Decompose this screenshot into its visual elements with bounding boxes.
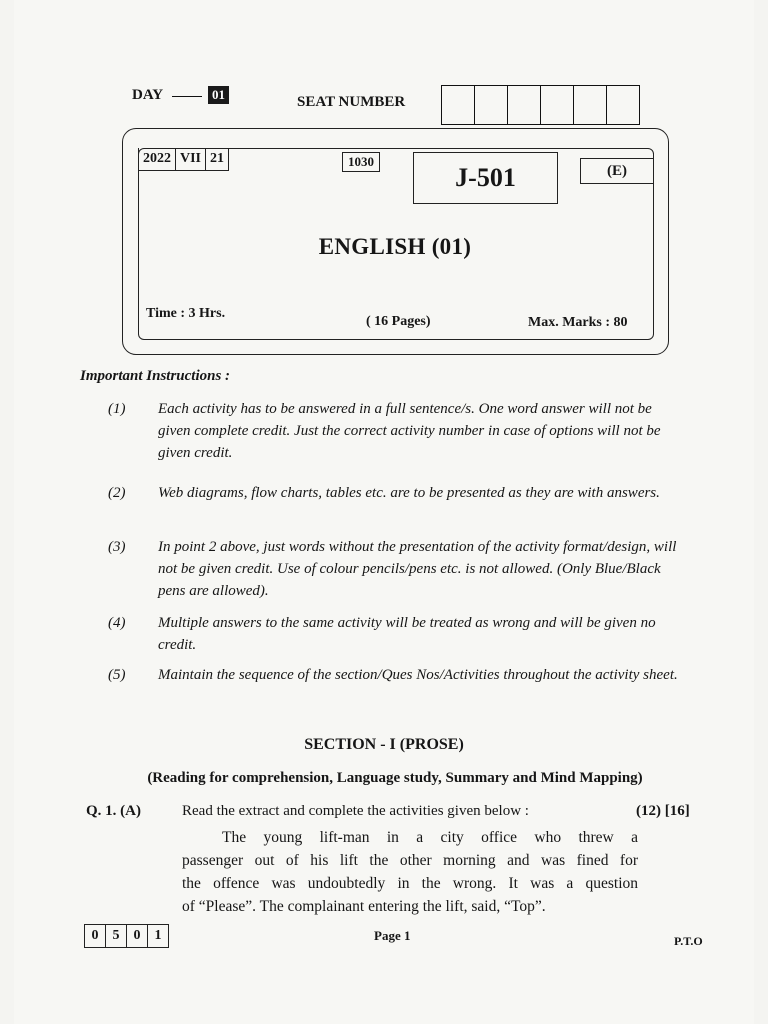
subject-title: ENGLISH (01) xyxy=(318,234,472,259)
question-number: Q. 1. (A) xyxy=(86,803,141,819)
day-label: DAY xyxy=(132,87,164,103)
question-marks: (12) [16] xyxy=(636,803,690,819)
instruction-item xyxy=(108,482,688,504)
footer-code-digit: 0 xyxy=(85,925,106,947)
instruction-number: (4) xyxy=(108,615,126,631)
seat-number-cell[interactable] xyxy=(607,86,639,124)
page-count: ( 16 Pages) xyxy=(366,314,431,329)
footer-code-digit: 0 xyxy=(127,925,148,947)
footer-paper-code xyxy=(84,924,169,948)
seat-number-cell[interactable] xyxy=(541,86,574,124)
instruction-text: Multiple answers to the same activity will be treated as wrong and will be given no credit. xyxy=(158,615,656,653)
seat-number-cell[interactable] xyxy=(475,86,508,124)
section-title: SECTION - I (PROSE) xyxy=(304,736,464,753)
day-dash xyxy=(172,96,202,97)
page-number: Page 1 xyxy=(374,928,411,943)
paper-code: J-501 xyxy=(413,152,558,204)
instruction-number: (1) xyxy=(108,401,126,417)
instruction-text: Maintain the sequence of the section/Ques Nos/Activities throughout the activity sheet. xyxy=(158,667,678,683)
medium-code: (E) xyxy=(580,158,654,184)
footer-code-digit: 5 xyxy=(106,925,127,947)
seat-number-cell[interactable] xyxy=(442,86,475,124)
seat-number-boxes[interactable] xyxy=(441,85,640,125)
max-marks: Max. Marks : 80 xyxy=(528,315,628,330)
exam-time-code: 1030 xyxy=(342,152,380,172)
instruction-number: (3) xyxy=(108,539,126,555)
exam-date: 21 xyxy=(205,148,228,170)
instruction-item xyxy=(108,536,688,602)
instruction-text: Web diagrams, flow charts, tables etc. are to be presented as they are with answers. xyxy=(158,485,660,501)
exam-date-cells xyxy=(138,148,229,171)
section-subtitle: (Reading for comprehension, Language study, Summary and Mind Mapping) xyxy=(147,770,643,786)
instruction-text: In point 2 above, just words without the presentation of the activity format/design, will not be given credit. Use of colour pencils/pens etc. is not allowed. (Only Blue/Black pens are allowed). xyxy=(158,539,677,599)
instruction-text: Each activity has to be answered in a full sentence/s. One word answer will not be given complete credit. Just the correct activity number in case of options will not be given credit. xyxy=(158,401,661,461)
seat-number-cell[interactable] xyxy=(574,86,607,124)
footer-code-digit: 1 xyxy=(154,928,162,943)
seat-number-cell[interactable] xyxy=(508,86,541,124)
instruction-item xyxy=(108,398,688,464)
passage-line: The young lift-man in a city office who threw a xyxy=(222,829,638,846)
exam-duration: Time : 3 Hrs. xyxy=(146,306,226,321)
instruction-number: (2) xyxy=(108,485,126,501)
exam-year: 2022 xyxy=(138,148,175,170)
passage-line: the offence was undoubtedly in the wrong. It was a question xyxy=(182,875,638,892)
exam-month: VII xyxy=(175,148,205,170)
instructions-heading: Important Instructions : xyxy=(80,368,231,384)
day-value: 01 xyxy=(208,86,229,104)
question-prompt: Read the extract and complete the activities given below : xyxy=(182,803,529,819)
pto-label: P.T.O xyxy=(674,934,703,948)
seat-number-label: SEAT NUMBER xyxy=(297,94,406,110)
passage-line: of “Please”. The complainant entering the lift, said, “Top”. xyxy=(182,898,546,915)
passage xyxy=(182,826,638,918)
instruction-number: (5) xyxy=(108,667,126,683)
passage-line: passenger out of his lift the other morning and was fined for xyxy=(182,852,638,869)
instruction-item xyxy=(108,664,688,686)
instruction-item xyxy=(108,612,688,656)
